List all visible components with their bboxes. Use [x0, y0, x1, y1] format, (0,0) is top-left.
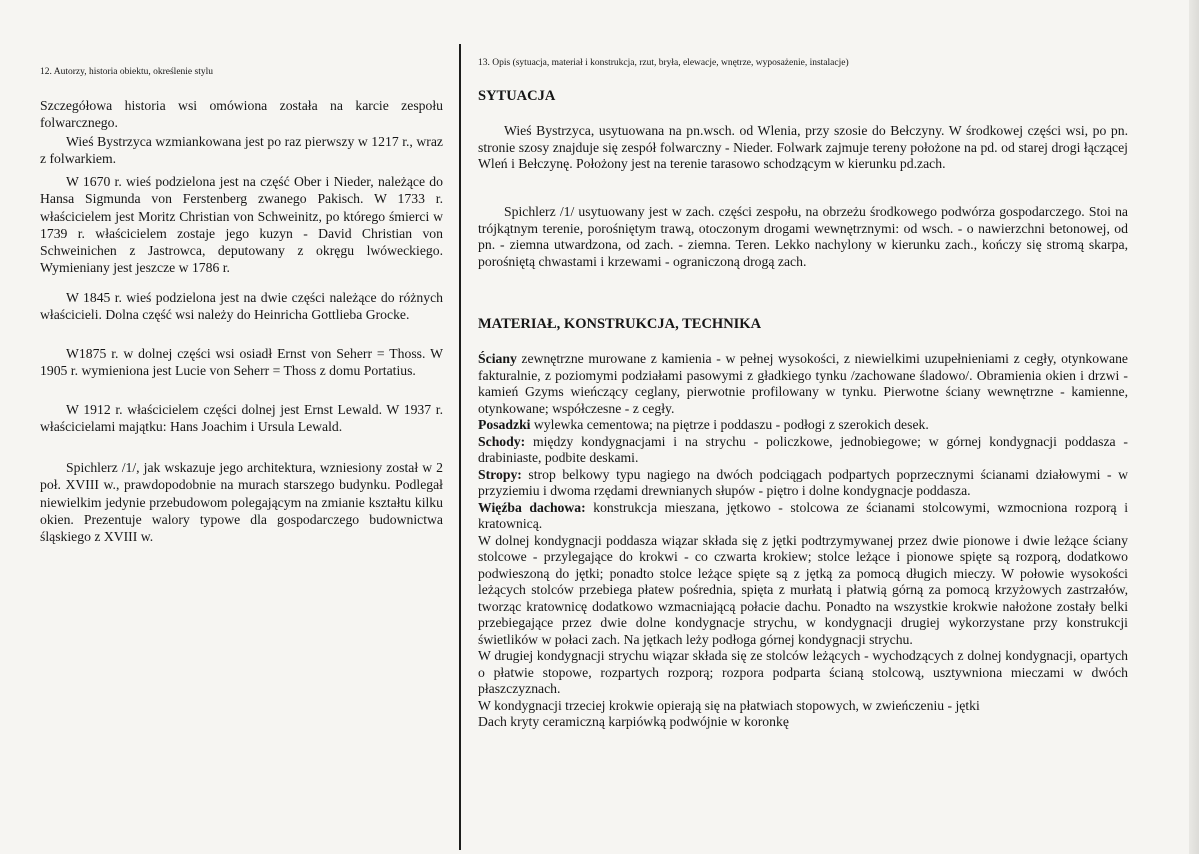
roof-covering-line: Dach kryty ceramiczną karpiówką podwójnie w koronkę: [478, 714, 789, 729]
history-paragraph: W 1912 r. właścicielem części dolnej jest Ernst Lewald. W 1937 r. właścicielami majątku: Hans Joachim i Ursula Lewald.: [40, 402, 443, 435]
floors-item: [478, 417, 1128, 434]
truss-paragraph: W drugiej kondygnacji strychu wiązar składa się ze stolców leżących - wychodzących z dolnej kondygnacji, opartych o płatwie stopowe, rozpartych rozporą; rozpora podparta ścianą stolcową, usztywniona mieczami w dwóch płaszczyznach.: [478, 648, 1128, 696]
situation-paragraph: Spichlerz /1/ usytuowany jest w zach. części zespołu, na obrzeżu środkowego podwórza gospodarczego. Stoi na trójkątnym terenie, porośniętym trawą, otoczonym drogami wewnętrznymi: od wsch. - o nawierzchni betonowej, od pn. - ziemna utwardzona, od zach. - ziemna. Teren. Lekko nachylony w kierunku zach., kończy się stromą skarpa, porośniętą chwastami i krzewami - ograniczoną drogą zach.: [478, 204, 1128, 269]
stairs-text: między kondygnacjami i na strychu - policzkowe, jednobiegowe; w górnej kondygnacji poddasza - drabiniaste, podbite deskami.: [478, 433, 1128, 465]
page-edge: [1189, 0, 1199, 854]
section-12-header: 12. Autorzy, historia obiektu, określenie stylu: [40, 67, 213, 77]
walls-text: zewnętrzne murowane z kamienia - w pełnej wysokości, z niewielkimi uzupełnieniami z cegły, otynkowane fakturalnie, z poziomymi podziałami pasowymi z gładkiego tynku /zachowane śladowo/. Obramienia okien i drzwi - kamień Gzyms wieńczący ceglany, pierwotnie profilowany w tynku. Pierwotne ściany wewnętrzne - kamienne, otynkowane; współczesne - z cegły.: [478, 351, 1128, 416]
roof-truss-text: konstrukcja mieszana, jętkowo - stolcowa ze ścianami stolcowymi, wzmocniona rozporą i kratownicą.: [478, 499, 1129, 531]
history-paragraph: W 1845 r. wieś podzielona jest na dwie części należące do różnych właścicieli. Dolna część wsi należy do Heinricha Gottlieba Grocke.: [40, 290, 443, 323]
floors-label: Posadzki: [478, 417, 531, 432]
left-column: [40, 0, 443, 854]
right-column: [474, 0, 1128, 854]
history-paragraph: W 1670 r. wieś podzielona jest na część Ober i Nieder, należące do Hansa Sigmunda von Ferstenberg zwanego Pakisch. W 1733 r. właścicielem jest Moritz Christian von Schweinitz, po którego śmierci w 1739 r. właścicielem zostaje jego kuzyn - David Christian von Schweinichen z Jastrowca, deputowany z okręgu lwóweckiego. Wymieniany jest jeszcze w 1786 r.: [40, 174, 443, 276]
situation-paragraph: Wieś Bystrzyca, usytuowana na pn.wsch. od Wlenia, przy szosie do Bełczyny. W środkowej części wsi, po pn. stronie szosy znajduje się zespół folwarczny - Nieder. Folwark zajmuje tereny położone na pd. od starej drogi łączącej Wleń i Bełczynę. Położony jest na terenie tarasowo schodzącym w kierunku pd.zach.: [478, 123, 1128, 171]
architecture-paragraph: Spichlerz /1/, jak wskazuje jego architektura, wzniesiony został w 2 poł. XVIII w., prawdopodobnie na murach starszego budynku. Podlegał niewielkim jedynie przebudowom polegającym na zmianie kształtu kilku okien. Prezentuje walory typowe dla gospodarczego budownictwa śląskiego z XVIII w.: [40, 460, 443, 545]
truss-paragraph: W dolnej kondygnacji poddasza wiązar składa się z jętki podtrzymywanej przez dwie pionowe i dwie leżące ściany stolcowe - przylegające do krokwi - co czwarta krokiew; stolce leżące i pionowe spięte są rozporą, dodatkowo podwieszoną do jętki; ponadto stolce leżące spięte są z jętką za pomocą długich mieczy. W połowie wysokości leżących stolców przebiega płatew pośrednia, spięta z murłatą i płatwią górną za pomocą krzyżowych zastrzałów, tworząc kratownicę dodatkowo wzmacniającą połacie dachu. Ponadto na wszystkie krokwie nałożone zostały belki przebiegające przez dwie dolne kondygnacje strychu, w kondygnacji drugiej wykorzystane przy konstrukcji świetlików w połaci zach. Na jętkach leży podłoga górnej kondygnacji strychu.: [478, 532, 1128, 647]
ceilings-item: [478, 467, 1128, 500]
roof-truss-item: [478, 500, 1128, 533]
column-divider: [459, 44, 461, 850]
material-block: [478, 351, 1128, 731]
walls-label: Ściany: [478, 351, 517, 366]
section-13-header: 13. Opis (sytuacja, materiał i konstrukcja, rzut, bryła, elewacje, wnętrze, wyposażenie, instalacje): [478, 58, 849, 68]
ceilings-label: Stropy:: [478, 466, 522, 482]
truss-paragraph: W kondygnacji trzeciej krokwie opierają się na płatwiach stopowych, w zwieńczeniu - jętki: [478, 697, 980, 713]
stairs-label: Schody:: [478, 433, 526, 449]
walls-item: [478, 351, 1128, 417]
material-heading: MATERIAŁ, KONSTRUKCJA, TECHNIKA: [478, 316, 762, 332]
situation-heading: SYTUACJA: [478, 88, 556, 104]
history-paragraph: Szczegółowa historia wsi omówiona została na karcie zespołu folwarcznego.: [40, 98, 443, 131]
stairs-item: [478, 434, 1128, 467]
roof-truss-label: Więźba dachowa:: [478, 499, 586, 515]
history-paragraph: W1875 r. w dolnej części wsi osiadł Ernst von Seherr = Thoss. W 1905 r. wymieniona jest Lucie von Seherr = Thoss z domu Portatius.: [40, 346, 443, 379]
floors-text: wylewka cementowa; na piętrze i poddaszu - podłogi z szerokich desek.: [530, 417, 929, 432]
history-paragraph: Wieś Bystrzyca wzmiankowana jest po raz pierwszy w 1217 r., wraz z folwarkiem.: [40, 134, 443, 167]
ceilings-text: strop belkowy typu nagiego na dwóch podciągach podpartych poprzecznymi ścianami działowymi - w przyziemiu i dwoma rzędami drewnianych słupów - piętro i dolne kondygnacje poddasza.: [478, 466, 1128, 498]
